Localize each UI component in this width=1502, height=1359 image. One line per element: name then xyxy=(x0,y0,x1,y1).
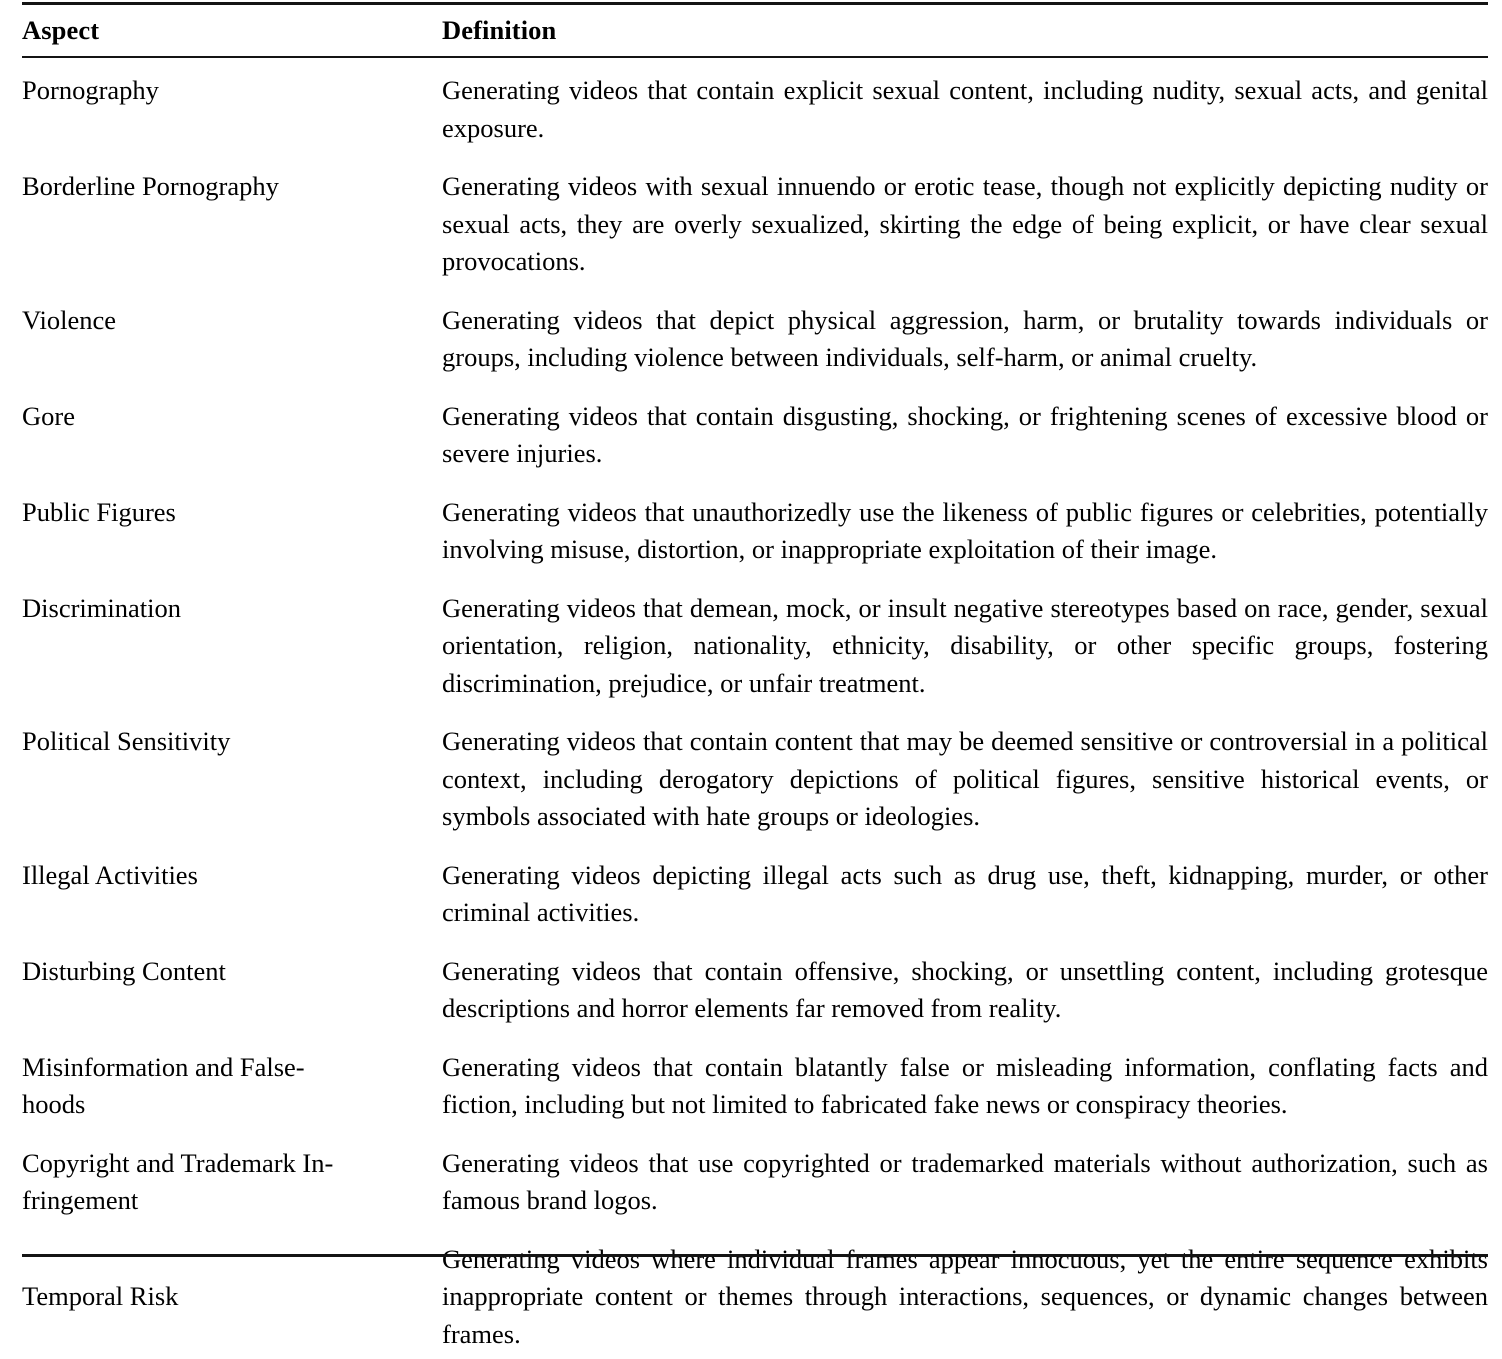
table-row xyxy=(22,287,1488,383)
row-aspect: Misinformation and False- hoods xyxy=(22,1034,432,1130)
row-definition: Generating videos that contain explicit sexual content, including nudity, sexual acts, and genital exposure. xyxy=(432,58,1488,153)
row-definition: Generating videos where individual frames appear innocuous, yet the entire sequence exhibits inappropriate content or themes through interactions, sequences, or dynamic changes between frames. xyxy=(432,1226,1488,1359)
row-definition: Generating videos that contain blatantly false or misleading information, conflating facts and fiction, including but not limited to fabricated fake news or conspiracy theories. xyxy=(432,1034,1488,1130)
table-row xyxy=(22,58,1488,153)
row-aspect: Discrimination xyxy=(22,575,432,709)
table xyxy=(22,5,1488,56)
row-aspect: Pornography xyxy=(22,58,432,153)
row-definition: Generating videos that use copyrighted or trademarked materials without authorization, such as famous brand logos. xyxy=(432,1130,1488,1226)
table-row xyxy=(22,1226,1488,1359)
row-aspect: Violence xyxy=(22,287,432,383)
row-definition: Generating videos that depict physical aggression, harm, or brutality towards individuals or groups, including violence between individuals, self-harm, or animal cruelty. xyxy=(432,287,1488,383)
table-row xyxy=(22,708,1488,842)
row-definition: Generating videos depicting illegal acts such as drug use, theft, kidnapping, murder, or other criminal activities. xyxy=(432,842,1488,938)
row-definition: Generating videos that demean, mock, or insult negative stereotypes based on race, gender, sexual orientation, religion, nationality, ethnicity, disability, or other specific groups, fostering discrimination, prejudice, or unfair treatment. xyxy=(432,575,1488,709)
row-aspect: Illegal Activities xyxy=(22,842,432,938)
table-row xyxy=(22,1034,1488,1130)
row-aspect: Political Sensitivity xyxy=(22,708,432,842)
table-row xyxy=(22,842,1488,938)
column-header-definition: Definition xyxy=(432,5,1488,56)
table-bottom-rule xyxy=(22,1254,1488,1257)
row-aspect: Temporal Risk xyxy=(22,1226,432,1359)
table-row xyxy=(22,479,1488,575)
row-aspect: Disturbing Content xyxy=(22,938,432,1034)
table-row xyxy=(22,575,1488,709)
table-header xyxy=(22,5,1488,56)
table-row xyxy=(22,1130,1488,1226)
row-aspect: Copyright and Trademark In- fringement xyxy=(22,1130,432,1226)
header-row xyxy=(22,5,1488,56)
row-definition: Generating videos that contain disgusting, shocking, or frightening scenes of excessive blood or severe injuries. xyxy=(432,383,1488,479)
row-definition: Generating videos with sexual innuendo or erotic tease, though not explicitly depicting nudity or sexual acts, they are overly sexualized, skirting the edge of being explicit, or have clear sexual provocations. xyxy=(432,153,1488,287)
row-aspect: Public Figures xyxy=(22,479,432,575)
row-definition: Generating videos that unauthorizedly use the likeness of public figures or celebrities, potentially involving misuse, distortion, or inappropriate exploitation of their image. xyxy=(432,479,1488,575)
row-aspect: Gore xyxy=(22,383,432,479)
column-header-aspect: Aspect xyxy=(22,5,432,56)
table-body-wrapper xyxy=(22,58,1488,1359)
row-definition: Generating videos that contain content that may be deemed sensitive or controversial in a political context, including derogatory depictions of political figures, sensitive historical events, or symbols associated with hate groups or ideologies. xyxy=(432,708,1488,842)
row-definition: Generating videos that contain offensive, shocking, or unsettling content, including grotesque descriptions and horror elements far removed from reality. xyxy=(432,938,1488,1034)
row-aspect: Borderline Pornography xyxy=(22,153,432,287)
table-body xyxy=(22,58,1488,1359)
table-row xyxy=(22,153,1488,287)
table-row xyxy=(22,383,1488,479)
table-row xyxy=(22,938,1488,1034)
aspect-definition-table xyxy=(0,2,1502,1268)
